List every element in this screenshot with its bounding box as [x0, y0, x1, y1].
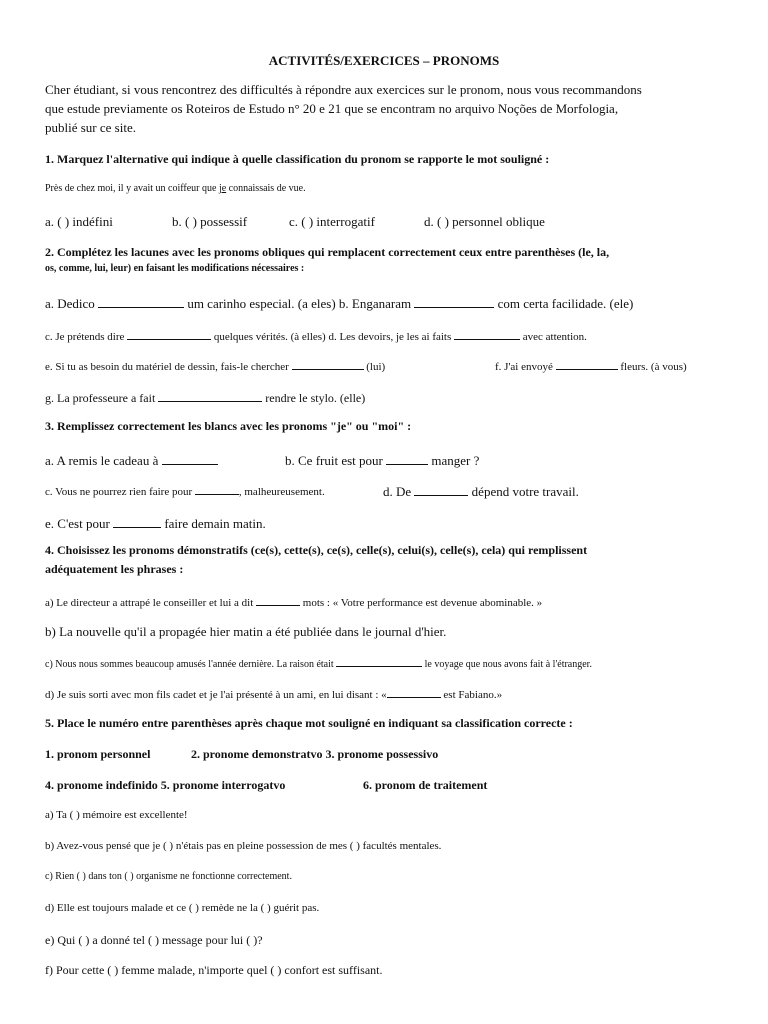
answer-blank[interactable]: [98, 294, 184, 308]
q5-item-c: c) Rien ( ) dans ton ( ) organisme ne fonctionne correctement.: [45, 871, 292, 882]
q1-option-d: d. ( ) personnel oblique: [424, 214, 545, 229]
q5-legend-2: 2. pronome demonstratvo 3. pronome possessivo: [191, 747, 439, 761]
intro-line-3: publié sur ce site.: [45, 120, 136, 135]
q5-item-f: f) Pour cette ( ) femme malade, n'importe quel ( ) confort est suffisant.: [45, 963, 383, 977]
answer-blank[interactable]: [414, 482, 468, 496]
answer-blank[interactable]: [292, 358, 364, 370]
page-title: ACTIVITÉS/EXERCICES – PRONOMS: [268, 53, 500, 68]
intro-line-2: que estude previamente os Roteiros de Estudo n° 20 e 21 que se encontram no arquivo Noções de Morfologia,: [45, 101, 619, 116]
answer-blank[interactable]: [336, 656, 422, 667]
answer-blank[interactable]: [158, 389, 262, 402]
q2-item-g: g. La professeure a fait rendre le stylo. (elle): [45, 391, 366, 405]
q2-item-a: a. Dedico um carinho especial. (a eles) b. Enganaram com certa facilidade. (ele): [45, 296, 634, 311]
answer-blank[interactable]: [113, 514, 161, 528]
answer-blank[interactable]: [162, 451, 218, 465]
q1-option-a: a. ( ) indéfini: [45, 214, 113, 229]
q5-legend-1: 1. pronom personnel: [45, 747, 151, 761]
q5-item-a: a) Ta ( ) mémoire est excellente!: [45, 809, 188, 821]
q3-item-a: a. A remis le cadeau à: [45, 451, 218, 467]
answer-blank[interactable]: [127, 328, 211, 340]
q4-title-line-1: 4. Choisissez les pronoms démonstratifs (ce(s), cette(s), ce(s), celle(s), celui(s), celle(s), cela) qui remplissent: [45, 543, 588, 557]
q5-item-b: b) Avez-vous pensé que je ( ) n'étais pas en pleine possession de mes ( ) facultés mentales.: [45, 840, 442, 852]
answer-blank[interactable]: [195, 483, 239, 495]
q1-option-c: c. ( ) interrogatif: [289, 214, 375, 229]
q2-item-c: c. Je prétends dire quelques vérités. (à elles) d. Les devoirs, je les ai faits avec attention.: [45, 328, 587, 343]
q1-title: 1. Marquez l'alternative qui indique à quelle classification du pronom se rapporte le mot souligné :: [45, 152, 550, 166]
q4-item-c: c) Nous nous sommes beaucoup amusés l'année dernière. La raison était le voyage que nous avons fait à l'étranger.: [45, 656, 592, 670]
q1-option-b: b. ( ) possessif: [172, 214, 248, 229]
intro-line-1: Cher étudiant, si vous rencontrez des difficultés à répondre aux exercices sur le pronom, nous vous recommandons: [45, 82, 642, 97]
answer-blank[interactable]: [256, 594, 300, 606]
q3-item-c: c. Vous ne pourrez rien faire pour , malheureusement.: [45, 483, 325, 498]
q1-sentence: Près de chez moi, il y avait un coiffeur que je connaissais de vue.: [45, 183, 306, 194]
q4-title-line-2: adéquatement les phrases :: [45, 562, 184, 576]
q4-item-a: a) Le directeur a attrapé le conseiller et lui a dit mots : « Votre performance est devenue abominable. »: [45, 594, 542, 609]
q5-legend-4: 6. pronom de traitement: [363, 778, 488, 792]
q4-item-d: d) Je suis sorti avec mon fils cadet et je l'ai présenté à un ami, en lui disant : « est Fabiano.»: [45, 686, 502, 701]
answer-blank[interactable]: [556, 358, 618, 370]
answer-blank[interactable]: [386, 451, 428, 465]
q3-item-d: d. De dépend votre travail.: [383, 484, 579, 499]
q5-legend-3: 4. pronome indefinido 5. pronome interrogatvo: [45, 778, 286, 792]
q4-item-b: b) La nouvelle qu'il a propagée hier matin a été publiée dans le journal d'hier.: [45, 624, 447, 639]
q2-title-line-2: os, comme, lui, leur) en faisant les modifications nécessaires :: [45, 263, 305, 274]
q5-item-d: d) Elle est toujours malade et ce ( ) remède ne la ( ) guérit pas.: [45, 902, 320, 914]
q5-title: 5. Place le numéro entre parenthèses après chaque mot souligné en indiquant sa classification correcte :: [45, 716, 573, 730]
answer-blank[interactable]: [387, 686, 441, 698]
q2-title-line-1: 2. Complétez les lacunes avec les pronoms obliques qui remplacent correctement ceux entre parenthèses (le, la,: [45, 245, 610, 259]
q5-item-e: e) Qui ( ) a donné tel ( ) message pour lui ( )?: [45, 933, 263, 947]
answer-blank[interactable]: [454, 328, 520, 340]
q2-item-e: e. Si tu as besoin du matériel de dessin, fais-le chercher (lui): [45, 358, 385, 373]
q3-title: 3. Remplissez correctement les blancs avec les pronoms "je" ou "moi" :: [45, 419, 412, 433]
q3-item-e: e. C'est pour faire demain matin.: [45, 516, 266, 531]
q3-item-b: b. Ce fruit est pour manger ?: [285, 453, 480, 468]
answer-blank[interactable]: [414, 294, 494, 308]
q2-item-f: f. J'ai envoyé fleurs. (à vous): [495, 358, 687, 373]
q1-underlined-word: je: [218, 183, 227, 194]
